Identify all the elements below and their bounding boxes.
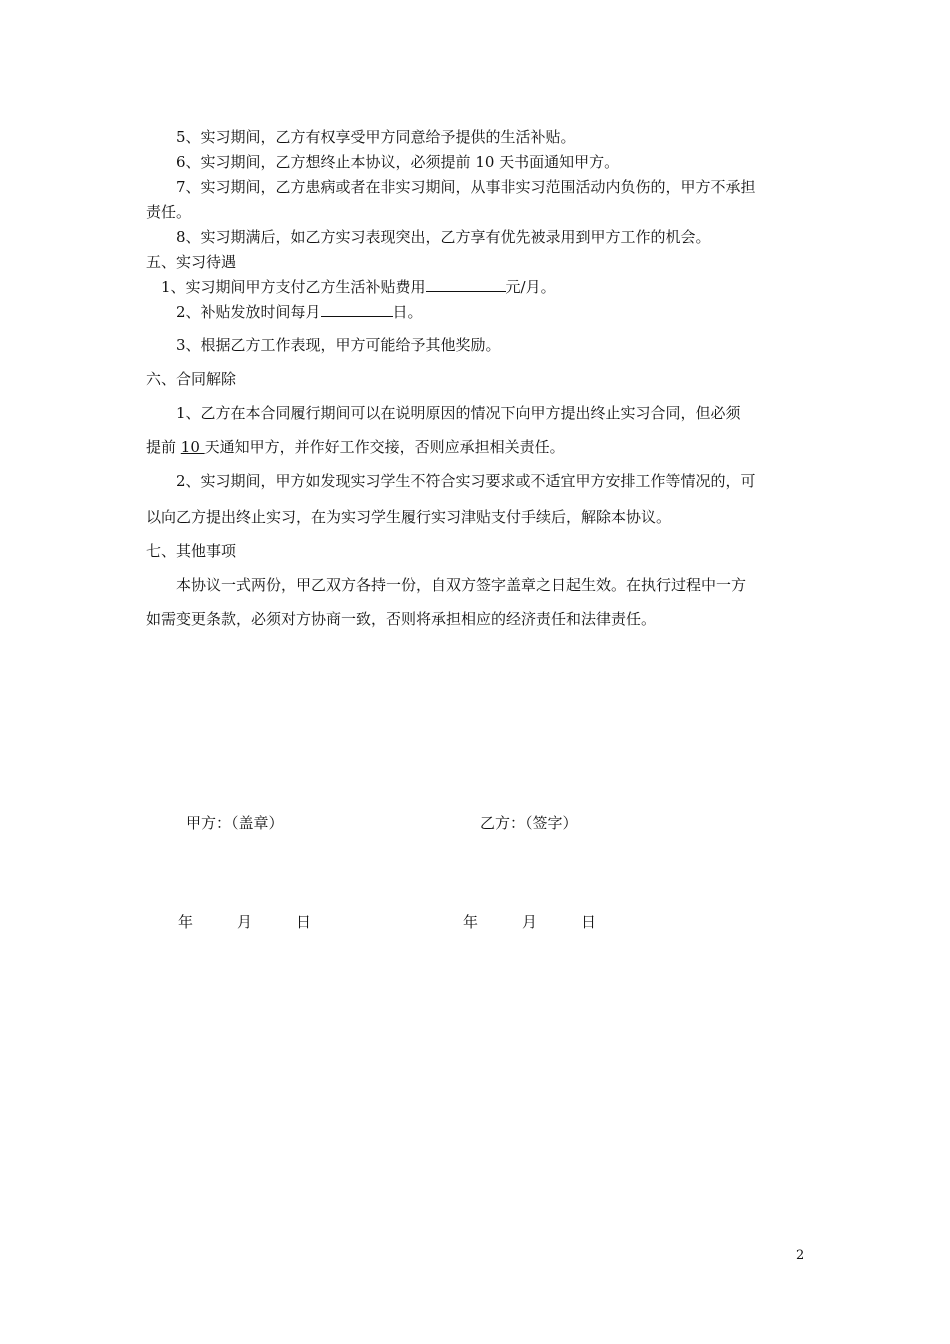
page-number: 2 [796, 1248, 805, 1263]
clause-6-item-2-line-1: 2、实习期间，甲方如发现实习学生不符合实习要求或不适宜甲方安排工作等情况的，可 [176, 472, 756, 490]
notice-prefix: 提前 [146, 438, 181, 456]
notice-suffix: 天通知甲方，并作好工作交接，否则应承担相关责任。 [204, 438, 565, 456]
clause-4-item-5: 5、实习期间，乙方有权享受甲方同意给予提供的生活补贴。 [176, 128, 576, 146]
section-5-heading: 五、实习待遇 [146, 253, 237, 271]
payday-blank [321, 302, 393, 317]
clause-5-item-2-unit: 日。 [392, 303, 423, 321]
section-7-heading: 七、其他事项 [146, 542, 237, 560]
clause-6-item-1-line-2 [146, 437, 565, 457]
clause-5-item-2-text: 2、补贴发放时间每月 [176, 303, 321, 321]
clause-4-item-7-line-2: 责任。 [146, 203, 192, 221]
party-a-day: 日 [296, 913, 312, 931]
party-a-year: 年 [178, 913, 194, 931]
party-a-month: 月 [237, 913, 253, 931]
subsidy-amount-blank [426, 277, 506, 292]
notice-days: 10 [180, 438, 205, 456]
clause-4-item-8: 8、实习期满后，如乙方实习表现突出，乙方享有优先被录用到甲方工作的机会。 [176, 228, 711, 246]
clause-4-item-6: 6、实习期间，乙方想终止本协议，必须提前 10 天书面通知甲方。 [176, 153, 620, 171]
party-b-signature-label: 乙方：（签字） [480, 814, 578, 832]
party-b-month: 月 [522, 913, 538, 931]
clause-5-item-1-text: 1、实习期间甲方支付乙方生活补贴费用 [161, 278, 426, 296]
clause-4-item-7-line-1: 7、实习期间，乙方患病或者在非实习期间，从事非实习范围活动内负伤的，甲方不承担 [176, 178, 756, 196]
clause-7-line-1: 本协议一式两份，甲乙双方各持一份，自双方签字盖章之日起生效。在执行过程中一方 [176, 576, 747, 594]
clause-5-item-1-unit: 元/月。 [505, 278, 556, 296]
clause-7-line-2: 如需变更条款，必须对方协商一致，否则将承担相应的经济责任和法律责任。 [146, 610, 657, 628]
clause-6-item-2-line-2: 以向乙方提出终止实习，在为实习学生履行实习津贴支付手续后，解除本协议。 [146, 508, 672, 526]
party-b-year: 年 [463, 913, 479, 931]
party-a-signature-label: 甲方：（盖章） [186, 814, 284, 832]
clause-5-item-2 [176, 302, 423, 322]
clause-5-item-3: 3、根据乙方工作表现，甲方可能给予其他奖励。 [176, 336, 501, 354]
clause-6-item-1-line-1: 1、乙方在本合同履行期间可以在说明原因的情况下向甲方提出终止实习合同，但必须 [176, 404, 741, 422]
party-b-day: 日 [581, 913, 597, 931]
clause-5-item-1 [161, 277, 556, 297]
section-6-heading: 六、合同解除 [146, 370, 237, 388]
